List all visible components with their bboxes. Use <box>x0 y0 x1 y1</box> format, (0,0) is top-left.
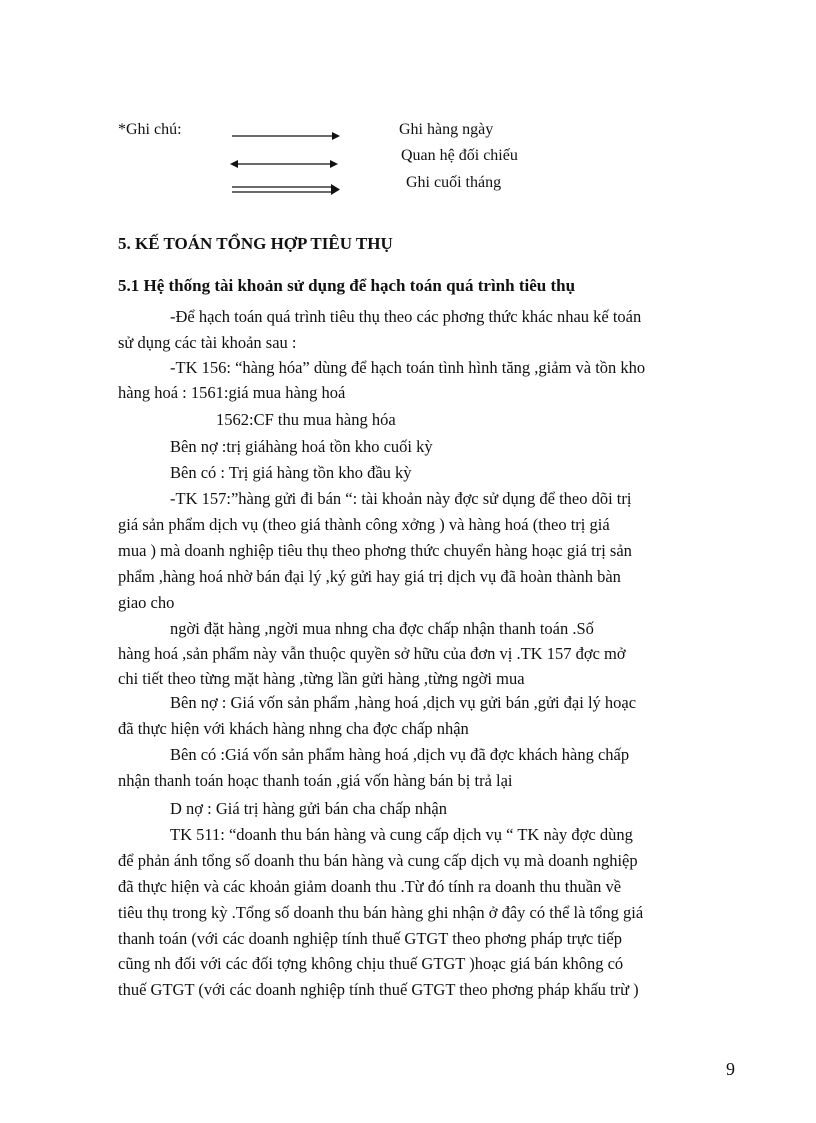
body-line: D nợ : Giá trị hàng gửi bán cha chấp nhận <box>170 799 448 818</box>
body-line: đã thực hiện với khách hàng nhng cha đợc chấp nhận <box>118 719 469 738</box>
subsection-heading: 5.1 Hệ thống tài khoản sử dụng để hạch toán quá trình tiêu thụ <box>118 276 576 295</box>
legend-label-reconcile: Quan hệ đối chiếu <box>401 147 518 164</box>
body-line: đã thực hiện và các khoản giảm doanh thu .Từ đó tính ra doanh thu thuần về <box>118 877 622 896</box>
body-line: TK 511: “doanh thu bán hàng và cung cấp dịch vụ “ TK này đợc dùng <box>170 825 633 844</box>
body-line: chi tiết theo từng mặt hàng ,từng lần gửi hàng ,từng ngời mua <box>118 669 525 688</box>
body-line: -TK 156: “hàng hóa” dùng để hạch toán tình hình tăng ,giảm và tồn kho <box>170 358 646 377</box>
body-line: sử dụng các tài khoản sau : <box>118 333 297 352</box>
body-line: giao cho <box>118 593 175 612</box>
body-line: cũng nh đối với các đối tợng không chịu thuế GTGT )hoạc giá bán không có <box>118 954 624 973</box>
body-line: -Để hạch toán quá trình tiêu thụ theo các phơng thức khác nhau kế toán <box>170 307 642 326</box>
body-line: để phản ánh tổng số doanh thu bán hàng và cung cấp dịch vụ mà doanh nghiệp <box>118 851 638 870</box>
body-line: hàng hoá : 1561:giá mua hàng hoá <box>118 383 346 402</box>
body-line: tiêu thụ trong kỳ .Tổng số doanh thu bán hàng ghi nhận ở đây có thể là tổng giá <box>118 903 644 922</box>
body-line: thanh toán (với các doanh nghiệp tính thuế GTGT theo phơng pháp trực tiếp <box>118 929 623 948</box>
double-line-right-arrow-icon <box>232 183 342 197</box>
body-line: mua ) mà doanh nghiệp tiêu thụ theo phơng thức chuyển hàng hoạc giá trị sản <box>118 541 632 560</box>
body-line: Bên có : Trị giá hàng tồn kho đầu kỳ <box>170 463 412 482</box>
body-line: 1562:CF thu mua hàng hóa <box>216 410 396 429</box>
body-line: phẩm ,hàng hoá nhờ bán đại lý ,ký gửi hay giá trị dịch vụ đã hoàn thành bàn <box>118 567 621 586</box>
section-heading: 5. KẾ TOÁN TỔNG HỢP TIÊU THỤ <box>118 234 393 253</box>
body-line: nhận thanh toán hoạc thanh toán ,giá vốn hàng bán bị trả lại <box>118 771 513 790</box>
legend-title: *Ghi chú: <box>118 121 182 138</box>
body-line: Bên nợ :trị giáhàng hoá tồn kho cuối kỳ <box>170 437 433 456</box>
legend-label-daily: Ghi hàng ngày <box>399 121 494 138</box>
double-headed-arrow-icon <box>230 158 342 170</box>
single-right-arrow-icon <box>232 130 342 142</box>
body-line: -TK 157:”hàng gửi đi bán “: tài khoản này đợc sử dụng để theo dõi trị <box>170 489 632 508</box>
body-line: Bên có :Giá vốn sản phẩm hàng hoá ,dịch vụ đã đợc khách hàng chấp <box>170 745 630 764</box>
body-line: giá sản phẩm dịch vụ (theo giá thành công xởng ) và hàng hoá (theo trị giá <box>118 515 610 534</box>
body-line: ngời đặt hàng ,ngời mua nhng cha đợc chấp nhận thanh toán .Số <box>170 619 594 638</box>
body-line: hàng hoá ,sản phẩm này vẫn thuộc quyền sở hữu của đơn vị .TK 157 đợc mở <box>118 644 626 663</box>
legend-label-monthly: Ghi cuối tháng <box>406 174 502 191</box>
page-number: 9 <box>726 1059 735 1079</box>
body-line: Bên nợ : Giá vốn sản phẩm ,hàng hoá ,dịch vụ gửi bán ,gửi đại lý hoạc <box>170 693 637 712</box>
body-line: thuế GTGT (với các doanh nghiệp tính thuế GTGT theo phơng pháp khấu trừ ) <box>118 980 639 999</box>
